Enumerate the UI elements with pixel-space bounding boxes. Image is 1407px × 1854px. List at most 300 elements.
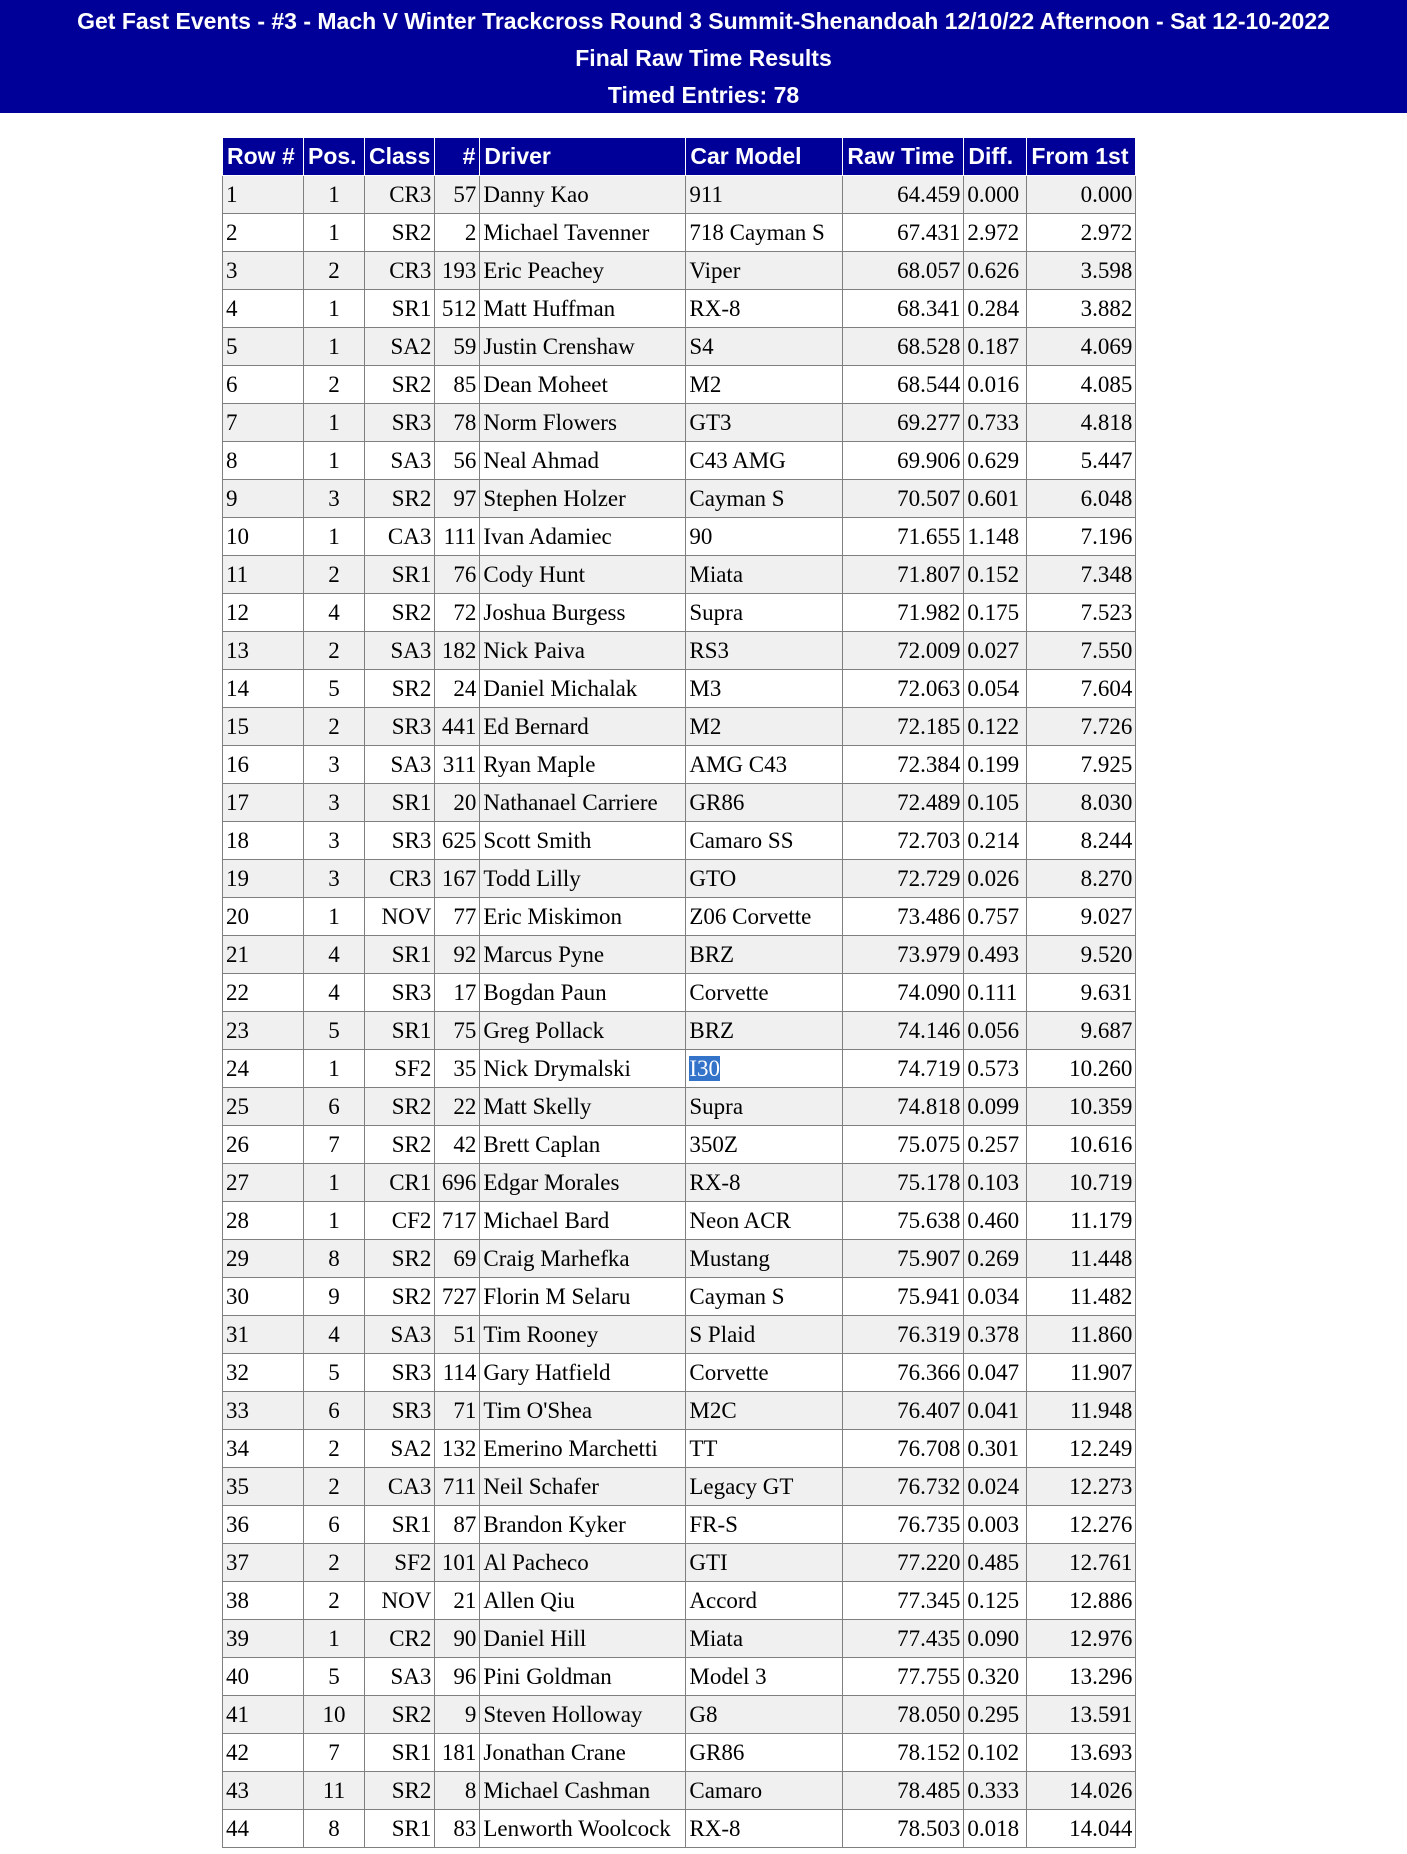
cell-position: 4 [304, 1316, 365, 1354]
cell-driver: Matt Huffman [480, 290, 686, 328]
cell-class: SA3 [365, 746, 435, 784]
cell-diff: 0.047 [964, 1354, 1027, 1392]
cell-diff: 0.626 [964, 252, 1027, 290]
cell-position: 2 [304, 1544, 365, 1582]
table-row [223, 1240, 1136, 1278]
cell-raw-time: 72.185 [843, 708, 964, 746]
cell-position: 2 [304, 1468, 365, 1506]
cell-raw-time: 72.489 [843, 784, 964, 822]
cell-driver: Matt Skelly [480, 1088, 686, 1126]
cell-car-model: BRZ [686, 936, 843, 974]
cell-position: 1 [304, 442, 365, 480]
cell-position: 1 [304, 1620, 365, 1658]
cell-car-model: G8 [686, 1696, 843, 1734]
cell-car-model: Z06 Corvette [686, 898, 843, 936]
column-header-driver: Driver [480, 138, 686, 176]
cell-position: 1 [304, 518, 365, 556]
cell-driver: Edgar Morales [480, 1164, 686, 1202]
cell-raw-time: 74.719 [843, 1050, 964, 1088]
cell-diff: 0.175 [964, 594, 1027, 632]
cell-from-first: 4.085 [1027, 366, 1136, 404]
column-header-raw-time: Raw Time [843, 138, 964, 176]
cell-car-number: 9 [435, 1696, 480, 1734]
cell-row-number: 41 [223, 1696, 304, 1734]
cell-raw-time: 75.941 [843, 1278, 964, 1316]
cell-class: SF2 [365, 1544, 435, 1582]
cell-car-number: 24 [435, 670, 480, 708]
cell-row-number: 19 [223, 860, 304, 898]
cell-driver: Marcus Pyne [480, 936, 686, 974]
cell-row-number: 10 [223, 518, 304, 556]
cell-diff: 0.026 [964, 860, 1027, 898]
cell-class: SA2 [365, 1430, 435, 1468]
cell-row-number: 30 [223, 1278, 304, 1316]
cell-position: 1 [304, 898, 365, 936]
cell-raw-time: 72.009 [843, 632, 964, 670]
cell-diff: 0.099 [964, 1088, 1027, 1126]
cell-raw-time: 77.435 [843, 1620, 964, 1658]
cell-driver: Eric Peachey [480, 252, 686, 290]
cell-car-number: 727 [435, 1278, 480, 1316]
cell-from-first: 13.591 [1027, 1696, 1136, 1734]
cell-raw-time: 71.982 [843, 594, 964, 632]
cell-from-first: 11.448 [1027, 1240, 1136, 1278]
cell-car-number: 96 [435, 1658, 480, 1696]
cell-driver: Daniel Hill [480, 1620, 686, 1658]
cell-from-first: 6.048 [1027, 480, 1136, 518]
cell-driver: Justin Crenshaw [480, 328, 686, 366]
cell-row-number: 5 [223, 328, 304, 366]
cell-class: SR1 [365, 556, 435, 594]
cell-raw-time: 70.507 [843, 480, 964, 518]
cell-from-first: 7.523 [1027, 594, 1136, 632]
cell-row-number: 17 [223, 784, 304, 822]
cell-from-first: 7.726 [1027, 708, 1136, 746]
cell-row-number: 8 [223, 442, 304, 480]
cell-raw-time: 78.485 [843, 1772, 964, 1810]
cell-car-number: 83 [435, 1810, 480, 1848]
cell-from-first: 7.550 [1027, 632, 1136, 670]
cell-car-model: GT3 [686, 404, 843, 442]
cell-row-number: 37 [223, 1544, 304, 1582]
cell-class: SR2 [365, 1696, 435, 1734]
cell-class: SA3 [365, 632, 435, 670]
cell-car-model: RS3 [686, 632, 843, 670]
cell-car-model: Camaro [686, 1772, 843, 1810]
cell-car-model: 911 [686, 176, 843, 214]
cell-row-number: 11 [223, 556, 304, 594]
cell-raw-time: 68.341 [843, 290, 964, 328]
cell-car-number: 51 [435, 1316, 480, 1354]
cell-from-first: 7.604 [1027, 670, 1136, 708]
cell-row-number: 27 [223, 1164, 304, 1202]
column-header-diff: Diff. [964, 138, 1027, 176]
cell-diff: 0.733 [964, 404, 1027, 442]
cell-driver: Stephen Holzer [480, 480, 686, 518]
cell-from-first: 10.260 [1027, 1050, 1136, 1088]
table-row [223, 1012, 1136, 1050]
cell-position: 2 [304, 1582, 365, 1620]
cell-from-first: 14.044 [1027, 1810, 1136, 1848]
cell-from-first: 7.196 [1027, 518, 1136, 556]
cell-driver: Cody Hunt [480, 556, 686, 594]
table-row [223, 1164, 1136, 1202]
cell-car-number: 57 [435, 176, 480, 214]
cell-position: 5 [304, 1354, 365, 1392]
cell-diff: 0.027 [964, 632, 1027, 670]
cell-driver: Allen Qiu [480, 1582, 686, 1620]
cell-class: SR3 [365, 404, 435, 442]
cell-car-model: M3 [686, 670, 843, 708]
cell-driver: Dean Moheet [480, 366, 686, 404]
cell-driver: Al Pacheco [480, 1544, 686, 1582]
table-row [223, 1696, 1136, 1734]
cell-diff: 0.111 [964, 974, 1027, 1012]
cell-diff: 0.041 [964, 1392, 1027, 1430]
cell-car-model: M2 [686, 366, 843, 404]
cell-raw-time: 72.384 [843, 746, 964, 784]
cell-from-first: 10.359 [1027, 1088, 1136, 1126]
cell-class: CA3 [365, 518, 435, 556]
column-header-class: Class [365, 138, 435, 176]
cell-car-number: 101 [435, 1544, 480, 1582]
cell-car-model: Accord [686, 1582, 843, 1620]
cell-diff: 0.257 [964, 1126, 1027, 1164]
table-row [223, 1582, 1136, 1620]
cell-class: CF2 [365, 1202, 435, 1240]
cell-raw-time: 72.703 [843, 822, 964, 860]
cell-diff: 0.301 [964, 1430, 1027, 1468]
table-row [223, 1430, 1136, 1468]
cell-position: 2 [304, 366, 365, 404]
cell-position: 8 [304, 1810, 365, 1848]
cell-diff: 0.757 [964, 898, 1027, 936]
cell-position: 7 [304, 1734, 365, 1772]
cell-raw-time: 68.528 [843, 328, 964, 366]
cell-class: SR1 [365, 290, 435, 328]
cell-car-number: 21 [435, 1582, 480, 1620]
cell-diff: 0.152 [964, 556, 1027, 594]
selected-text-highlight: I30 [689, 1055, 721, 1081]
cell-car-model: Miata [686, 1620, 843, 1658]
cell-row-number: 13 [223, 632, 304, 670]
cell-diff: 0.102 [964, 1734, 1027, 1772]
table-row [223, 1544, 1136, 1582]
cell-car-number: 71 [435, 1392, 480, 1430]
table-row [223, 290, 1136, 328]
cell-from-first: 8.030 [1027, 784, 1136, 822]
cell-raw-time: 71.655 [843, 518, 964, 556]
cell-raw-time: 68.057 [843, 252, 964, 290]
cell-raw-time: 76.735 [843, 1506, 964, 1544]
table-row [223, 1734, 1136, 1772]
cell-row-number: 44 [223, 1810, 304, 1848]
cell-diff: 0.018 [964, 1810, 1027, 1848]
cell-position: 4 [304, 974, 365, 1012]
cell-row-number: 32 [223, 1354, 304, 1392]
cell-position: 3 [304, 860, 365, 898]
cell-position: 1 [304, 290, 365, 328]
cell-driver: Emerino Marchetti [480, 1430, 686, 1468]
cell-raw-time: 73.979 [843, 936, 964, 974]
cell-raw-time: 73.486 [843, 898, 964, 936]
cell-car-number: 56 [435, 442, 480, 480]
cell-car-number: 17 [435, 974, 480, 1012]
cell-row-number: 28 [223, 1202, 304, 1240]
cell-from-first: 10.719 [1027, 1164, 1136, 1202]
table-row [223, 746, 1136, 784]
cell-diff: 0.199 [964, 746, 1027, 784]
cell-position: 2 [304, 632, 365, 670]
cell-from-first: 8.270 [1027, 860, 1136, 898]
cell-driver: Michael Cashman [480, 1772, 686, 1810]
cell-row-number: 16 [223, 746, 304, 784]
cell-class: SR2 [365, 366, 435, 404]
results-subtitle: Final Raw Time Results [575, 45, 832, 71]
cell-row-number: 39 [223, 1620, 304, 1658]
cell-driver: Greg Pollack [480, 1012, 686, 1050]
cell-raw-time: 77.220 [843, 1544, 964, 1582]
cell-car-model [686, 1050, 843, 1088]
cell-car-number: 87 [435, 1506, 480, 1544]
cell-position: 6 [304, 1392, 365, 1430]
timed-entries-count: Timed Entries: 78 [607, 82, 800, 108]
cell-car-number: 20 [435, 784, 480, 822]
results-banner [0, 0, 1407, 113]
cell-from-first: 9.631 [1027, 974, 1136, 1012]
table-row [223, 822, 1136, 860]
cell-car-number: 2 [435, 214, 480, 252]
cell-car-model: RX-8 [686, 290, 843, 328]
cell-row-number: 20 [223, 898, 304, 936]
table-row [223, 860, 1136, 898]
cell-row-number: 26 [223, 1126, 304, 1164]
cell-car-model: Camaro SS [686, 822, 843, 860]
cell-raw-time: 69.277 [843, 404, 964, 442]
raw-time-results-table [222, 137, 1136, 1848]
cell-diff: 0.003 [964, 1506, 1027, 1544]
table-row [223, 480, 1136, 518]
cell-class: SA3 [365, 1658, 435, 1696]
cell-position: 5 [304, 1012, 365, 1050]
cell-driver: Brett Caplan [480, 1126, 686, 1164]
cell-car-model: Supra [686, 594, 843, 632]
cell-from-first: 10.616 [1027, 1126, 1136, 1164]
cell-diff: 2.972 [964, 214, 1027, 252]
cell-car-model: Corvette [686, 1354, 843, 1392]
cell-position: 1 [304, 1202, 365, 1240]
cell-driver: Scott Smith [480, 822, 686, 860]
cell-class: SR2 [365, 1088, 435, 1126]
cell-car-model: GTO [686, 860, 843, 898]
column-header-row-number: Row # [223, 138, 304, 176]
cell-diff: 0.493 [964, 936, 1027, 974]
cell-class: SR2 [365, 480, 435, 518]
cell-car-model: Supra [686, 1088, 843, 1126]
cell-row-number: 3 [223, 252, 304, 290]
cell-position: 2 [304, 556, 365, 594]
cell-driver: Lenworth Woolcock [480, 1810, 686, 1848]
table-row [223, 594, 1136, 632]
cell-from-first: 3.598 [1027, 252, 1136, 290]
table-row [223, 1316, 1136, 1354]
cell-driver: Ed Bernard [480, 708, 686, 746]
cell-diff: 0.601 [964, 480, 1027, 518]
cell-row-number: 35 [223, 1468, 304, 1506]
cell-driver: Jonathan Crane [480, 1734, 686, 1772]
cell-driver: Joshua Burgess [480, 594, 686, 632]
cell-car-number: 90 [435, 1620, 480, 1658]
cell-from-first: 12.761 [1027, 1544, 1136, 1582]
cell-car-model: 350Z [686, 1126, 843, 1164]
cell-car-number: 35 [435, 1050, 480, 1088]
cell-class: CR3 [365, 252, 435, 290]
cell-car-number: 72 [435, 594, 480, 632]
table-row [223, 974, 1136, 1012]
table-row [223, 366, 1136, 404]
cell-car-number: 181 [435, 1734, 480, 1772]
cell-car-number: 625 [435, 822, 480, 860]
cell-position: 1 [304, 1164, 365, 1202]
cell-position: 2 [304, 252, 365, 290]
table-row [223, 1088, 1136, 1126]
cell-position: 9 [304, 1278, 365, 1316]
table-row [223, 1620, 1136, 1658]
cell-car-model: Model 3 [686, 1658, 843, 1696]
table-row [223, 784, 1136, 822]
cell-position: 5 [304, 1658, 365, 1696]
cell-from-first: 9.027 [1027, 898, 1136, 936]
cell-raw-time: 76.366 [843, 1354, 964, 1392]
cell-class: SR2 [365, 594, 435, 632]
cell-driver: Nick Drymalski [480, 1050, 686, 1088]
cell-class: SR3 [365, 1392, 435, 1430]
cell-raw-time: 75.638 [843, 1202, 964, 1240]
cell-position: 6 [304, 1506, 365, 1544]
cell-raw-time: 78.050 [843, 1696, 964, 1734]
cell-car-number: 711 [435, 1468, 480, 1506]
cell-raw-time: 76.708 [843, 1430, 964, 1468]
cell-car-number: 76 [435, 556, 480, 594]
cell-car-model: C43 AMG [686, 442, 843, 480]
cell-driver: Pini Goldman [480, 1658, 686, 1696]
cell-car-model: BRZ [686, 1012, 843, 1050]
cell-position: 3 [304, 480, 365, 518]
table-row [223, 936, 1136, 974]
cell-from-first: 12.276 [1027, 1506, 1136, 1544]
cell-driver: Michael Tavenner [480, 214, 686, 252]
cell-from-first: 2.972 [1027, 214, 1136, 252]
table-row [223, 1392, 1136, 1430]
table-row [223, 214, 1136, 252]
cell-from-first: 13.296 [1027, 1658, 1136, 1696]
cell-car-number: 92 [435, 936, 480, 974]
cell-driver: Neal Ahmad [480, 442, 686, 480]
cell-car-model: Cayman S [686, 480, 843, 518]
cell-car-number: 111 [435, 518, 480, 556]
cell-row-number: 23 [223, 1012, 304, 1050]
cell-class: SR3 [365, 1354, 435, 1392]
column-header-from-first: From 1st [1027, 138, 1136, 176]
cell-driver: Tim O'Shea [480, 1392, 686, 1430]
cell-driver: Gary Hatfield [480, 1354, 686, 1392]
cell-car-number: 167 [435, 860, 480, 898]
cell-driver: Todd Lilly [480, 860, 686, 898]
cell-car-model: GR86 [686, 1734, 843, 1772]
cell-diff: 0.214 [964, 822, 1027, 860]
cell-raw-time: 74.818 [843, 1088, 964, 1126]
cell-from-first: 12.249 [1027, 1430, 1136, 1468]
cell-car-model: Miata [686, 556, 843, 594]
cell-raw-time: 75.178 [843, 1164, 964, 1202]
cell-raw-time: 77.345 [843, 1582, 964, 1620]
results-body [223, 176, 1136, 1848]
cell-class: SR1 [365, 1810, 435, 1848]
cell-car-number: 75 [435, 1012, 480, 1050]
cell-from-first: 8.244 [1027, 822, 1136, 860]
cell-row-number: 4 [223, 290, 304, 328]
cell-car-model: Mustang [686, 1240, 843, 1278]
cell-raw-time: 74.146 [843, 1012, 964, 1050]
cell-class: SR3 [365, 974, 435, 1012]
cell-diff: 0.187 [964, 328, 1027, 366]
cell-position: 3 [304, 784, 365, 822]
cell-from-first: 12.976 [1027, 1620, 1136, 1658]
cell-row-number: 6 [223, 366, 304, 404]
cell-raw-time: 68.544 [843, 366, 964, 404]
cell-diff: 0.284 [964, 290, 1027, 328]
cell-car-model: M2C [686, 1392, 843, 1430]
cell-row-number: 18 [223, 822, 304, 860]
table-row [223, 708, 1136, 746]
cell-car-model: RX-8 [686, 1810, 843, 1848]
cell-car-model: TT [686, 1430, 843, 1468]
table-row [223, 1202, 1136, 1240]
cell-position: 7 [304, 1126, 365, 1164]
table-row [223, 1658, 1136, 1696]
cell-raw-time: 78.152 [843, 1734, 964, 1772]
cell-class: SA2 [365, 328, 435, 366]
cell-car-model: Legacy GT [686, 1468, 843, 1506]
cell-driver: Michael Bard [480, 1202, 686, 1240]
cell-driver: Eric Miskimon [480, 898, 686, 936]
cell-driver: Steven Holloway [480, 1696, 686, 1734]
cell-class: SR1 [365, 1012, 435, 1050]
cell-raw-time: 76.732 [843, 1468, 964, 1506]
cell-class: NOV [365, 898, 435, 936]
cell-diff: 0.054 [964, 670, 1027, 708]
cell-car-model: Cayman S [686, 1278, 843, 1316]
cell-from-first: 14.026 [1027, 1772, 1136, 1810]
cell-car-number: 182 [435, 632, 480, 670]
cell-row-number: 9 [223, 480, 304, 518]
cell-position: 8 [304, 1240, 365, 1278]
cell-car-number: 696 [435, 1164, 480, 1202]
cell-driver: Florin M Selaru [480, 1278, 686, 1316]
cell-diff: 0.378 [964, 1316, 1027, 1354]
cell-from-first: 0.000 [1027, 176, 1136, 214]
table-row [223, 898, 1136, 936]
cell-position: 1 [304, 176, 365, 214]
table-row [223, 404, 1136, 442]
cell-diff: 0.573 [964, 1050, 1027, 1088]
cell-class: SR3 [365, 822, 435, 860]
table-row [223, 1050, 1136, 1088]
cell-from-first: 4.069 [1027, 328, 1136, 366]
cell-diff: 0.016 [964, 366, 1027, 404]
cell-car-number: 78 [435, 404, 480, 442]
cell-car-number: 8 [435, 1772, 480, 1810]
